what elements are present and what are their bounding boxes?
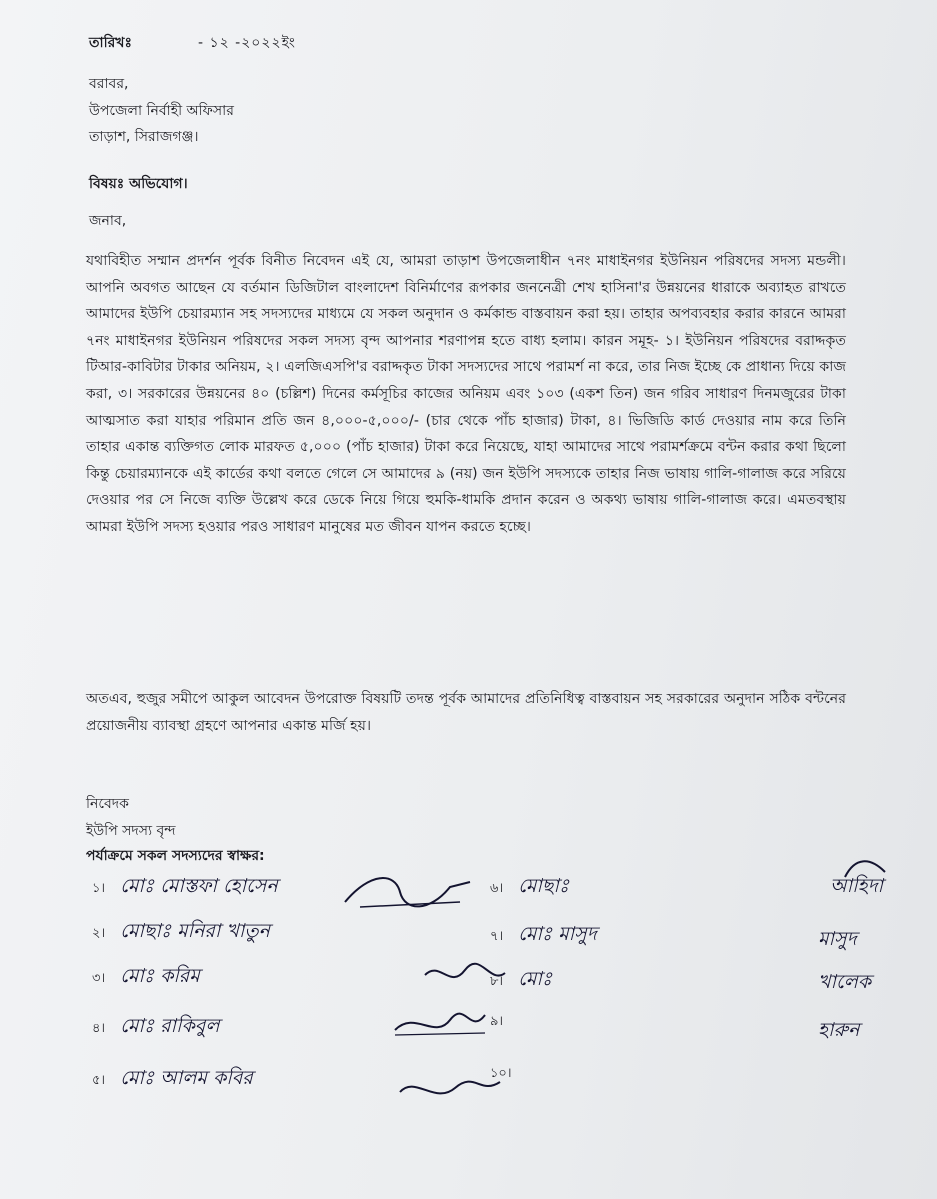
date-label: তারিখঃ bbox=[89, 35, 132, 51]
signature-name: মোঃ রাকিবুল bbox=[120, 1015, 220, 1037]
side-signature-9: হারুন bbox=[818, 1019, 860, 1041]
body-paragraph-1: যথাবিহীত সম্মান প্রদর্শন পূর্বক বিনীত নিবেদন এই যে, আমরা তাড়াশ উপজেলাধীন ৭নং মাধাইনগর ইউনিয়ন পরিষদের সদস্য মন্ডলী। আপনি অবগত আছেন যে বর্তমান ডিজিটাল বাংলাদেশ বিনির্মাণের রূপকার জননেত্রী শেখ হাসিনা'র উন্নয়নের ধারাকে অব্যাহত রাখতে আমাদের ইউপি চেয়ারম্যান সহ সদস্যদের মাধ্যমে যে সকল অনুদান ও কর্মকান্ড বাস্তবায়ন করা হয়। তাহার অপব্যবহার করার কারনে আমরা ৭নং মাধাইনগর ইউনিয়ন পরিষদের সকল সদস্য বৃন্দ আপনার শরণাপন্ন হতে বাধ্য হলাম। কারন সমূহ- ১। ইউনিয়ন পরিষদের বরাদ্দকৃত টিআর-কাবিটার টাকার অনিয়ম, ২। এলজিএসপি'র বরাদ্দকৃত টাকা সদস্যদের সাথে পরামর্শ না করে, তার নিজ ইচ্ছে কে প্রাধান্য দিয়ে কাজ করা, ৩। সরকারের উন্নয়নের ৪০ (চল্লিশ) দিনের কর্মসূচির কাজের অনিয়ম এবং ১০৩ (একশ তিন) জন গরিব সাধারণ দিনমজুরের টাকা আত্মসাত করা যাহার পরিমান প্রতি জন ৪,০০০-৫,০০০/- (চার থেকে পাঁচ হাজার) টাকা, ৪। ভিজিডি কার্ড দেওয়ার নাম করে তিনি তাহার একান্ত ব্যক্তিগত লোক মারফত ৫,০০০ (পাঁচ হাজার) টাকা করে নিয়েছে, যাহা আমাদের সাথে পরামর্শক্রমে বন্টন করার কথা ছিলো কিন্তু চেয়ারম্যানকে এই কার্ডের কথা বলতে গেলে সে আমাদের ৯ (নয়) জন ইউপি সদস্যকে তাহার নিজ ভাষায় গালি-গালাজ করে সরিয়ে দেওয়ার পর সে নিজে ব্যক্তি উল্লেখ করে ডেকে নিয়ে গিয়ে হুমকি-ধামকি প্রদান করেন ও অকথ্য ভাষায় গালি-গালাজ করে। এমতবস্থায় আমরা ইউপি সদস্য হওয়ার পরও সাধারণ মানুষের মত জীবন যাপন করতে হচ্ছে। bbox=[86, 253, 846, 535]
signature-name: মোছাঃ bbox=[518, 875, 570, 897]
signature-row bbox=[92, 917, 270, 949]
body-paragraph-2: অতএব, হুজুর সমীপে আকুল আবেদন উপরোক্ত বিষয়টি তদন্ত পূর্বক আমাদের প্রতিনিধিত্ব বাস্তবায়ন সহ সরকারের অনুদান সঠিক বন্টনের প্রয়োজনীয় ব্যাবস্থা গ্রহণে আপনার একান্ত মর্জি হয়। bbox=[86, 691, 846, 734]
signature-scribble bbox=[340, 862, 480, 922]
signature-row bbox=[92, 962, 200, 994]
closing-line-2: ইউপি সদস্য বৃন্দ bbox=[86, 823, 176, 839]
salutation: জনাব, bbox=[89, 213, 127, 229]
address-location: তাড়াশ, সিরাজগঞ্জ। bbox=[89, 129, 199, 145]
signature-scribble bbox=[420, 955, 510, 995]
signature-row bbox=[92, 1064, 253, 1096]
signature-number: ১০। bbox=[490, 1066, 512, 1081]
signature-row bbox=[490, 920, 597, 952]
signature-number: ১। bbox=[92, 881, 106, 896]
signature-number: ৯। bbox=[490, 1014, 504, 1029]
closing-line-1: নিবেদক bbox=[86, 796, 129, 812]
signature-row bbox=[490, 1012, 518, 1033]
signature-row bbox=[92, 1012, 220, 1044]
signature-number: ৩। bbox=[92, 971, 106, 986]
signature-name: মোঃ আলম কবির bbox=[120, 1067, 253, 1089]
signature-row bbox=[490, 872, 569, 904]
date-value: - ১২ -২০২২ইং bbox=[198, 35, 296, 51]
signature-scribble bbox=[395, 1070, 505, 1110]
signature-scribble bbox=[390, 1005, 490, 1045]
signature-number: ৪। bbox=[92, 1021, 106, 1036]
signature-number: ৬। bbox=[490, 881, 504, 896]
signature-number: ৮। bbox=[490, 974, 504, 989]
address-to: বরাবর, bbox=[89, 76, 129, 92]
side-signature-7: মাসুদ bbox=[818, 928, 857, 950]
signature-name: মোছাঃ মনিরা খাতুন bbox=[120, 920, 271, 942]
signature-number: ৭। bbox=[490, 929, 504, 944]
side-signature-6: আহিদা bbox=[830, 875, 884, 897]
side-signature-8: খালেক bbox=[818, 971, 872, 993]
signature-number: ৫। bbox=[92, 1073, 106, 1088]
signature-name: মোঃ bbox=[518, 968, 553, 990]
signature-number: ২। bbox=[92, 926, 106, 941]
subject-line: বিষয়ঃ অভিযোগ। bbox=[89, 176, 188, 192]
signature-name: মোঃ করিম bbox=[120, 965, 200, 987]
closing-line-3: পর্যাক্রমে সকল সদস্যদের স্বাক্ষর: bbox=[86, 848, 265, 864]
address-recipient: উপজেলা নির্বাহী অফিসার bbox=[89, 103, 234, 119]
signature-row bbox=[92, 872, 278, 904]
signature-name: মোঃ মোস্তফা হোসেন bbox=[120, 875, 278, 897]
signature-scribble bbox=[840, 852, 890, 882]
signature-name: মোঃ মাসুদ bbox=[518, 923, 597, 945]
